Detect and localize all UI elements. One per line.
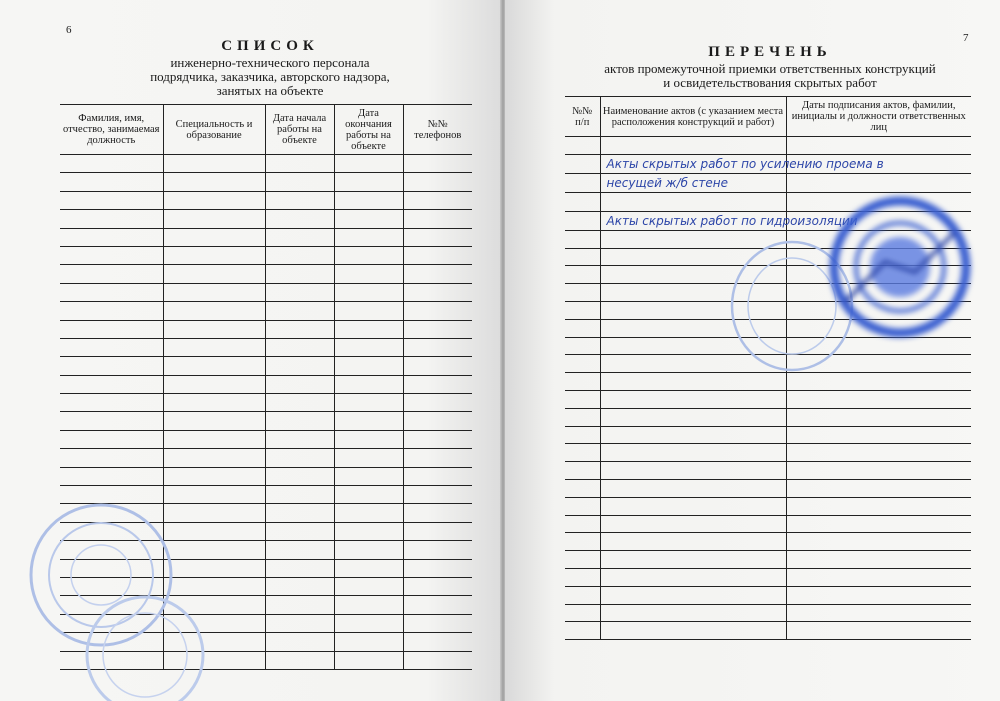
table-cell xyxy=(334,320,403,338)
table-row xyxy=(565,604,971,622)
table-cell xyxy=(565,230,600,248)
table-row xyxy=(60,246,472,264)
table-cell xyxy=(600,479,786,497)
table-cell xyxy=(403,228,472,246)
table-row xyxy=(565,426,971,444)
table-row xyxy=(565,154,971,173)
table-cell xyxy=(565,373,600,391)
table-cell xyxy=(600,604,786,622)
table-cell xyxy=(163,357,265,375)
table-cell xyxy=(403,394,472,412)
table-cell xyxy=(265,191,334,209)
table-cell xyxy=(565,301,600,319)
table-cell xyxy=(163,559,265,577)
table-cell xyxy=(265,246,334,264)
table-cell xyxy=(60,338,163,356)
table-row xyxy=(60,210,472,228)
table-cell xyxy=(334,283,403,301)
table-cell xyxy=(60,467,163,485)
table-cell xyxy=(600,426,786,444)
table-cell xyxy=(565,337,600,355)
table-cell xyxy=(334,246,403,264)
right-page xyxy=(505,0,1000,701)
table-cell xyxy=(565,173,600,192)
table-cell xyxy=(565,426,600,444)
table-cell xyxy=(334,357,403,375)
handwritten-entry: Акты скрытых работ по гидроизоляции xyxy=(606,213,858,228)
table-cell xyxy=(60,155,163,173)
table-cell xyxy=(265,320,334,338)
table-row xyxy=(60,155,472,173)
column-header: Дата окончания работы на объекте xyxy=(334,105,403,155)
table-row xyxy=(565,586,971,604)
table-cell xyxy=(403,596,472,614)
subtitle-line: подрядчика, заказчика, авторского надзора, xyxy=(150,69,390,84)
table-cell xyxy=(60,449,163,467)
table-cell xyxy=(786,568,971,586)
table-row xyxy=(565,497,971,515)
table-cell xyxy=(163,338,265,356)
table-cell xyxy=(265,302,334,320)
table-cell xyxy=(60,375,163,393)
table-cell xyxy=(265,412,334,430)
table-cell xyxy=(265,504,334,522)
table-cell xyxy=(265,577,334,595)
table-cell xyxy=(334,633,403,651)
table-cell xyxy=(163,191,265,209)
table-cell xyxy=(565,462,600,480)
table-cell xyxy=(403,449,472,467)
table-row xyxy=(565,515,971,533)
table-cell xyxy=(334,394,403,412)
table-cell xyxy=(60,320,163,338)
table-cell xyxy=(600,408,786,426)
table-cell xyxy=(265,357,334,375)
table-cell xyxy=(60,246,163,264)
table-cell xyxy=(60,228,163,246)
left-page-title: СПИСОК xyxy=(221,38,319,54)
table-cell xyxy=(60,191,163,209)
table-row xyxy=(60,394,472,412)
handwritten-entry: несущей ж/б стене xyxy=(606,175,728,190)
table-cell xyxy=(403,504,472,522)
table-cell xyxy=(565,568,600,586)
table-row xyxy=(60,375,472,393)
table-cell xyxy=(600,568,786,586)
table-cell xyxy=(334,522,403,540)
table-cell xyxy=(334,486,403,504)
table-cell xyxy=(565,248,600,266)
table-cell xyxy=(60,357,163,375)
table-cell xyxy=(786,137,971,155)
subtitle-line: актов промежуточной приемки ответственных конструкций xyxy=(604,61,936,76)
table-row xyxy=(60,449,472,467)
table-cell xyxy=(60,283,163,301)
table-cell xyxy=(334,614,403,632)
table-row xyxy=(565,137,971,155)
table-cell xyxy=(786,444,971,462)
faded-stamp-icon xyxy=(80,590,210,701)
column-header: Специальность и образование xyxy=(163,105,265,155)
table-cell xyxy=(403,541,472,559)
table-cell xyxy=(60,302,163,320)
table-cell xyxy=(163,155,265,173)
table-cell xyxy=(565,154,600,173)
table-cell xyxy=(163,541,265,559)
table-cell xyxy=(265,375,334,393)
table-cell xyxy=(60,412,163,430)
table-cell xyxy=(565,355,600,373)
table-cell xyxy=(565,622,600,640)
table-cell xyxy=(334,191,403,209)
table-cell xyxy=(163,504,265,522)
table-cell xyxy=(265,210,334,228)
table-cell xyxy=(565,284,600,302)
column-header: Дата начала работы на объекте xyxy=(265,105,334,155)
column-header: №№ п/п xyxy=(565,97,600,137)
table-cell xyxy=(565,211,600,230)
table-row xyxy=(565,408,971,426)
table-cell xyxy=(600,211,858,230)
table-cell xyxy=(265,596,334,614)
table-cell xyxy=(334,559,403,577)
table-cell xyxy=(334,541,403,559)
table-cell xyxy=(334,375,403,393)
table-cell xyxy=(163,228,265,246)
table-row xyxy=(60,228,472,246)
table-cell xyxy=(403,412,472,430)
table-row xyxy=(565,551,971,569)
table-row xyxy=(565,173,971,192)
table-cell xyxy=(334,302,403,320)
table-cell xyxy=(600,192,786,211)
subtitle-line: занятых на объекте xyxy=(216,83,324,98)
table-row xyxy=(565,462,971,480)
table-cell xyxy=(403,302,472,320)
handwritten-entry: Акты скрытых работ по усилению проема в xyxy=(606,156,884,171)
table-cell xyxy=(600,586,786,604)
table-cell xyxy=(163,375,265,393)
table-cell xyxy=(163,265,265,283)
table-cell xyxy=(265,522,334,540)
table-cell xyxy=(600,390,786,408)
table-cell xyxy=(163,467,265,485)
table-cell xyxy=(334,504,403,522)
table-row xyxy=(565,390,971,408)
table-cell xyxy=(403,155,472,173)
table-cell xyxy=(403,486,472,504)
table-cell xyxy=(163,522,265,540)
table-cell xyxy=(565,266,600,284)
table-row xyxy=(60,320,472,338)
table-cell xyxy=(334,173,403,191)
table-cell xyxy=(163,449,265,467)
handwritten-entry xyxy=(601,195,607,209)
table-row xyxy=(60,430,472,448)
table-cell xyxy=(600,137,786,155)
table-cell xyxy=(334,430,403,448)
table-cell xyxy=(565,586,600,604)
table-row xyxy=(60,412,472,430)
table-cell xyxy=(786,604,971,622)
table-cell xyxy=(163,246,265,264)
table-cell xyxy=(600,497,786,515)
table-cell xyxy=(265,449,334,467)
right-page-subtitle xyxy=(565,62,975,90)
table-row xyxy=(60,467,472,485)
table-cell xyxy=(786,426,971,444)
table-cell xyxy=(265,559,334,577)
table-cell xyxy=(565,551,600,569)
table-cell xyxy=(265,394,334,412)
table-row xyxy=(60,173,472,191)
column-header: №№ телефонов xyxy=(403,105,472,155)
table-cell xyxy=(403,614,472,632)
table-cell xyxy=(334,651,403,669)
table-cell xyxy=(403,210,472,228)
table-cell xyxy=(163,412,265,430)
table-cell xyxy=(403,173,472,191)
table-cell xyxy=(600,515,786,533)
table-cell xyxy=(163,430,265,448)
table-cell xyxy=(403,522,472,540)
table-cell xyxy=(403,338,472,356)
table-cell xyxy=(786,462,971,480)
table-cell xyxy=(163,302,265,320)
table-cell xyxy=(403,357,472,375)
table-cell xyxy=(403,430,472,448)
table-cell xyxy=(60,394,163,412)
table-cell xyxy=(600,154,884,173)
table-cell xyxy=(265,651,334,669)
table-cell xyxy=(565,604,600,622)
table-cell xyxy=(60,430,163,448)
table-cell xyxy=(786,479,971,497)
right-page-title: ПЕРЕЧЕНЬ xyxy=(708,44,832,60)
table-cell xyxy=(786,173,971,192)
table-cell xyxy=(403,191,472,209)
table-cell xyxy=(163,486,265,504)
left-page-number: 6 xyxy=(66,24,72,36)
table-cell xyxy=(60,265,163,283)
table-cell xyxy=(334,467,403,485)
table-cell xyxy=(403,651,472,669)
table-cell xyxy=(265,467,334,485)
table-cell xyxy=(786,390,971,408)
subtitle-line: и освидетельствования скрытых работ xyxy=(663,75,877,90)
right-page-number: 7 xyxy=(963,32,969,44)
table-row xyxy=(565,622,971,640)
table-cell xyxy=(565,444,600,462)
left-page-subtitle xyxy=(60,56,480,98)
table-cell xyxy=(600,622,786,640)
column-header: Фамилия, имя, отчество, занимаемая должность xyxy=(60,105,163,155)
table-cell xyxy=(565,390,600,408)
table-cell xyxy=(565,408,600,426)
table-cell xyxy=(60,173,163,191)
table-row xyxy=(60,265,472,283)
table-cell xyxy=(265,265,334,283)
table-cell xyxy=(163,320,265,338)
table-cell xyxy=(786,533,971,551)
table-cell xyxy=(163,283,265,301)
table-cell xyxy=(163,173,265,191)
table-cell xyxy=(403,633,472,651)
table-cell xyxy=(265,228,334,246)
table-cell xyxy=(265,155,334,173)
table-cell xyxy=(265,283,334,301)
table-cell xyxy=(334,228,403,246)
table-cell xyxy=(600,551,786,569)
table-cell xyxy=(786,551,971,569)
table-cell xyxy=(265,541,334,559)
table-row xyxy=(60,302,472,320)
table-cell xyxy=(600,462,786,480)
table-cell xyxy=(334,338,403,356)
table-cell xyxy=(265,338,334,356)
table-row xyxy=(565,568,971,586)
table-cell xyxy=(786,497,971,515)
table-cell xyxy=(403,467,472,485)
table-header-row xyxy=(565,97,971,137)
official-stamp-icon xyxy=(825,192,975,342)
table-cell xyxy=(786,408,971,426)
table-cell xyxy=(334,412,403,430)
subtitle-line: инженерно-технического персонала xyxy=(170,55,370,70)
table-cell xyxy=(265,173,334,191)
table-cell xyxy=(403,559,472,577)
table-cell xyxy=(565,192,600,211)
table-cell xyxy=(265,614,334,632)
table-cell xyxy=(565,497,600,515)
table-cell xyxy=(334,210,403,228)
table-cell xyxy=(334,449,403,467)
table-cell xyxy=(403,375,472,393)
table-cell xyxy=(403,577,472,595)
table-cell xyxy=(403,246,472,264)
table-cell xyxy=(786,622,971,640)
table-cell xyxy=(565,533,600,551)
table-cell xyxy=(565,479,600,497)
table-cell xyxy=(334,577,403,595)
table-row xyxy=(60,191,472,209)
column-header: Наименование актов (с указанием места расположения конструкций и работ) xyxy=(600,97,786,137)
table-cell xyxy=(786,515,971,533)
table-row xyxy=(565,479,971,497)
table-cell xyxy=(265,430,334,448)
table-cell xyxy=(403,320,472,338)
table-cell xyxy=(403,283,472,301)
table-cell xyxy=(565,515,600,533)
table-cell xyxy=(334,265,403,283)
table-cell xyxy=(403,265,472,283)
table-cell xyxy=(334,596,403,614)
table-cell xyxy=(60,210,163,228)
column-header: Даты подписания актов, фамилии, инициалы и должности ответственных лиц xyxy=(786,97,971,137)
table-row xyxy=(565,444,971,462)
table-cell xyxy=(600,533,786,551)
table-cell xyxy=(163,394,265,412)
table-cell xyxy=(600,444,786,462)
table-row xyxy=(565,533,971,551)
table-cell xyxy=(600,173,786,192)
table-cell xyxy=(334,155,403,173)
table-cell xyxy=(163,210,265,228)
table-cell xyxy=(265,486,334,504)
table-cell xyxy=(786,586,971,604)
table-cell xyxy=(565,319,600,337)
table-cell xyxy=(265,633,334,651)
table-row xyxy=(60,357,472,375)
table-header-row xyxy=(60,105,472,155)
table-row xyxy=(60,338,472,356)
table-row xyxy=(60,283,472,301)
table-cell xyxy=(565,137,600,155)
